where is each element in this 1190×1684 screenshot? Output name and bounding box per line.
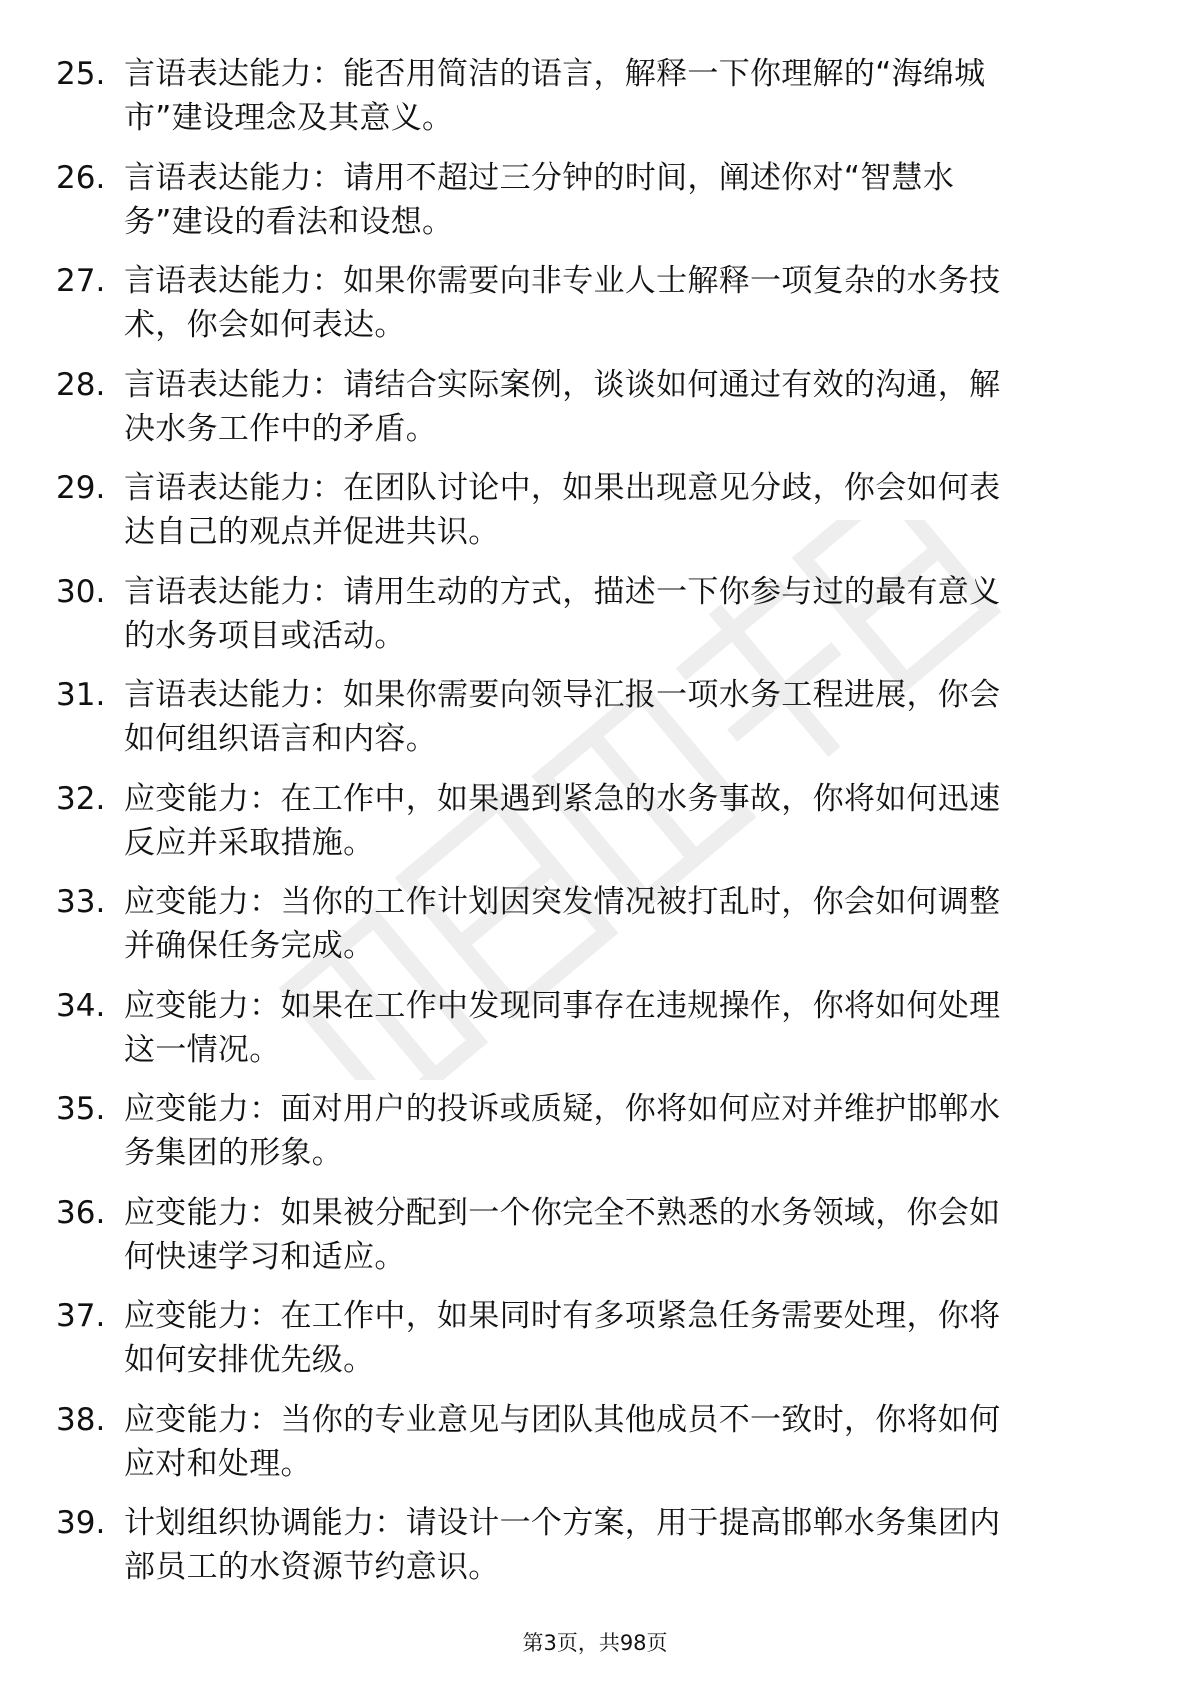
question-text [124,984,1124,1072]
question-line: 术，你会如何表达。 [124,307,406,343]
question-text [124,1501,1124,1589]
question-number: 34. [56,987,106,1024]
question-line: 言语表达能力：如果你需要向领导汇报一项水务工程进展，你会 [124,677,1001,713]
question-line: 达自己的观点并促进共识。 [124,514,500,550]
question-line: 并确保任务完成。 [124,928,375,964]
question-list [0,52,1190,1605]
question-text [124,363,1124,451]
question-number: 35. [56,1091,106,1127]
question-text [124,466,1124,554]
question-line: 应变能力：面对用户的投诉或质疑，你将如何应对并维护邯郸水 [124,1091,1001,1127]
question-line: 这一情况。 [124,1031,281,1068]
question-text [124,156,1124,244]
question-line: 应对和处理。 [124,1445,312,1482]
question-line: 应变能力：如果在工作中发现同事存在违规操作，你将如何处理 [124,987,1001,1024]
question-number: 26. [56,159,106,196]
question-item [0,1191,1190,1295]
page-footer: 第3页，共98页 [522,1631,668,1655]
question-item [0,1294,1190,1398]
question-line: 言语表达能力：在团队讨论中，如果出现意见分歧，你会如何表 [124,470,1001,506]
question-line: 应变能力：在工作中，如果遇到紧急的水务事故，你将如何迅速 [124,780,1001,817]
question-line: 应变能力：如果被分配到一个你完全不熟悉的水务领域，你会如 [124,1194,1001,1231]
question-item [0,466,1190,570]
question-line: 应变能力：当你的工作计划因突发情况被打乱时，你会如何调整 [124,884,1001,920]
question-item [0,570,1190,674]
question-line: 言语表达能力：能否用简洁的语言，解释一下你理解的“海绵城 [124,56,986,92]
question-item [0,673,1190,777]
question-line: 务集团的形象。 [124,1135,344,1171]
question-text [124,1087,1124,1175]
question-text [124,777,1124,865]
question-line: 言语表达能力：请用生动的方式，描述一下你参与过的最有意义 [124,573,1001,610]
question-line: 言语表达能力：如果你需要向非专业人士解释一项复杂的水务技 [124,263,1001,299]
question-line: 计划组织协调能力：请设计一个方案，用于提高邯郸水务集团内 [124,1505,1001,1541]
question-text [124,1294,1124,1382]
question-line: 务”建设的看法和设想。 [124,203,454,240]
question-number: 30. [56,573,106,610]
question-number: 25. [56,56,106,92]
question-number: 31. [56,677,106,713]
question-item [0,156,1190,260]
question-text [124,570,1124,658]
question-number: 29. [56,470,106,506]
question-line: 应变能力：在工作中，如果同时有多项紧急任务需要处理，你将 [124,1298,1001,1334]
question-item [0,880,1190,984]
question-item [0,363,1190,467]
question-line: 的水务项目或活动。 [124,617,406,654]
question-number: 37. [56,1298,106,1334]
question-number: 39. [56,1505,106,1541]
question-line: 反应并采取措施。 [124,824,375,861]
question-number: 27. [56,263,106,299]
question-text [124,673,1124,761]
question-line: 决水务工作中的矛盾。 [124,410,437,447]
question-item [0,52,1190,156]
question-item [0,259,1190,363]
question-text [124,880,1124,968]
question-item [0,984,1190,1088]
question-text [124,1191,1124,1279]
question-text [124,259,1124,347]
question-line: 言语表达能力：请结合实际案例，谈谈如何通过有效的沟通，解 [124,366,1001,403]
question-item [0,1501,1190,1605]
question-text [124,1398,1124,1486]
question-number: 32. [56,780,106,817]
question-number: 36. [56,1194,106,1231]
question-line: 市”建设理念及其意义。 [124,100,454,136]
question-text [124,52,1124,140]
question-line: 如何组织语言和内容。 [124,721,437,757]
question-line: 应变能力：当你的专业意见与团队其他成员不一致时，你将如何 [124,1401,1001,1438]
question-item [0,1087,1190,1191]
question-number: 38. [56,1401,106,1438]
question-line: 如何安排优先级。 [124,1342,375,1378]
question-line: 何快速学习和适应。 [124,1238,406,1275]
question-number: 33. [56,884,106,920]
question-line: 言语表达能力：请用不超过三分钟的时间，阐述你对“智慧水 [124,159,955,196]
question-number: 28. [56,366,106,403]
question-line: 部员工的水资源节约意识。 [124,1549,500,1585]
question-item [0,1398,1190,1502]
question-item [0,777,1190,881]
